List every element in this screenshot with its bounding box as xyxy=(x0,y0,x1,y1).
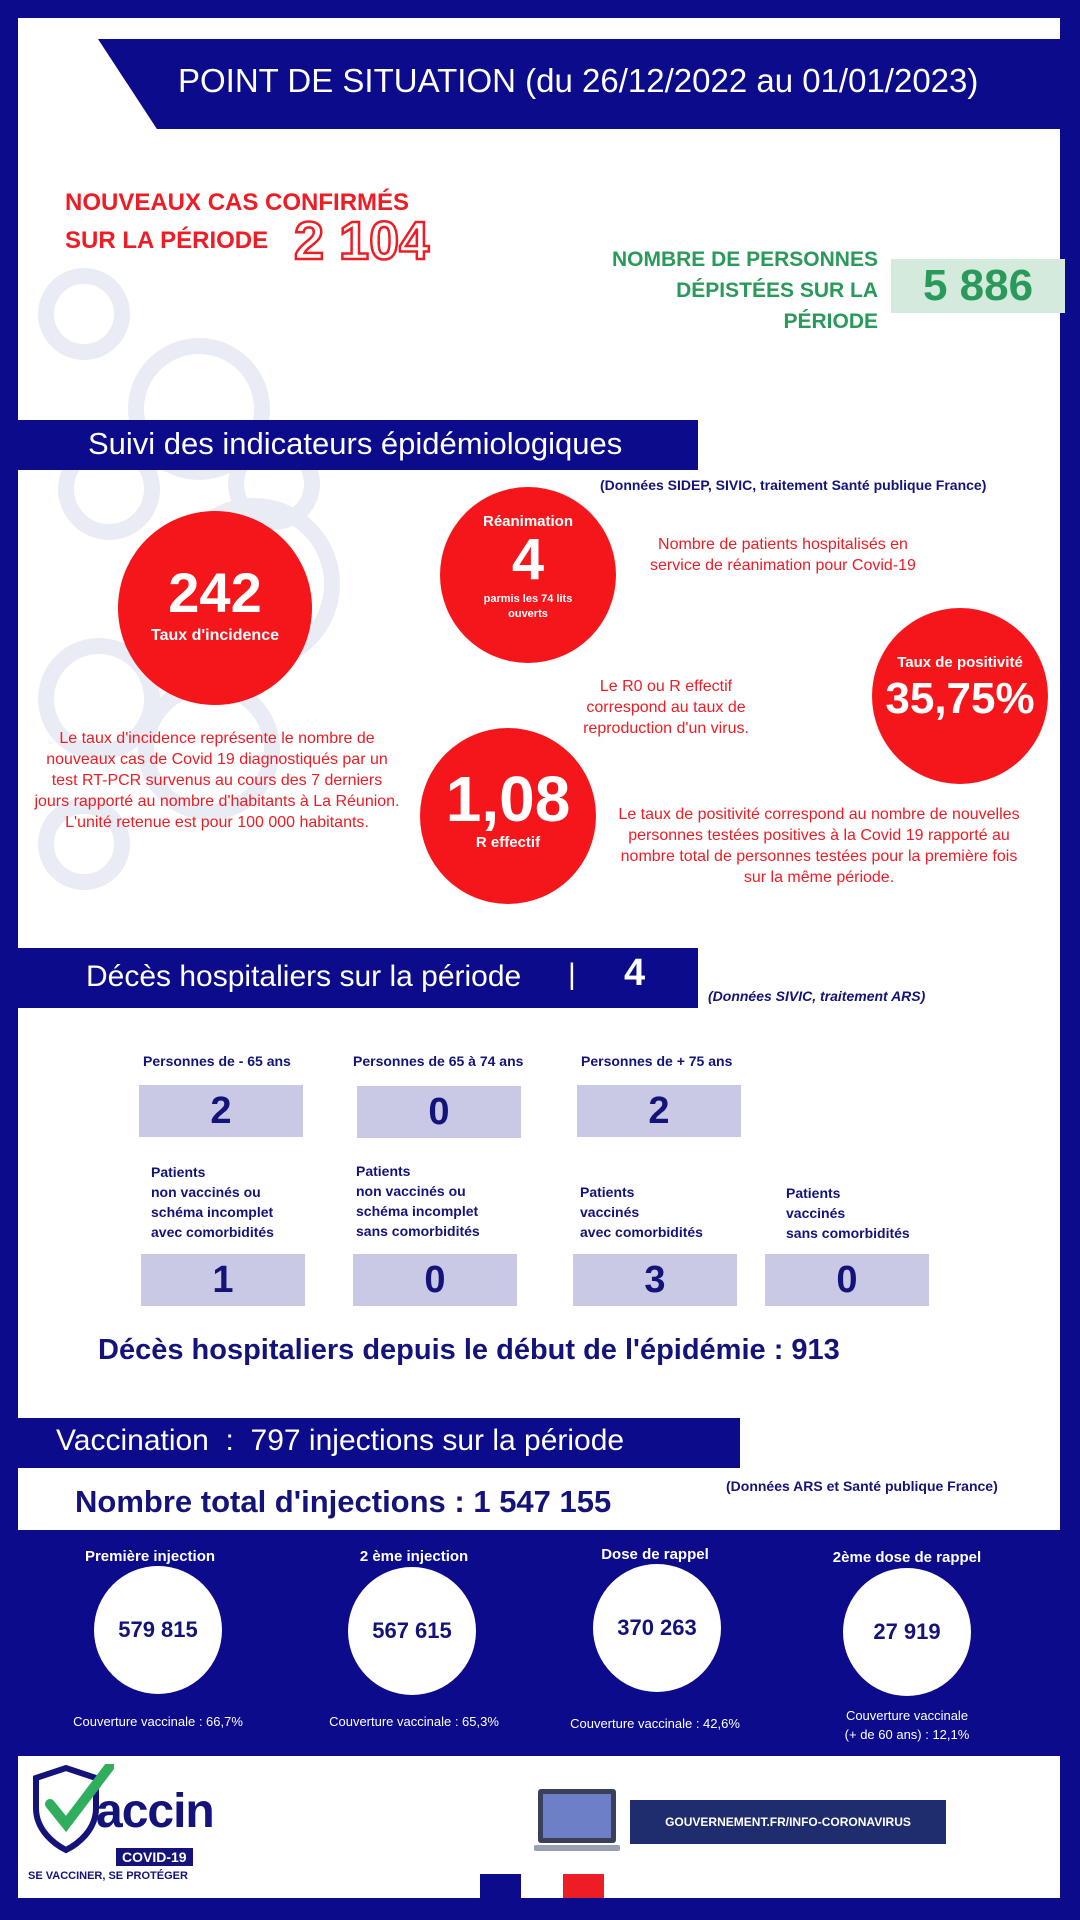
r-effectif-value: 1,08 xyxy=(445,763,571,835)
status-group-value: 0 xyxy=(353,1254,517,1306)
deaths-separator: | xyxy=(568,958,576,991)
r-effectif-label: R effectif xyxy=(475,834,541,851)
incidence-value: 242 xyxy=(168,561,262,624)
dose-coverage: Couverture vaccinale : 42,6% xyxy=(570,1716,740,1731)
vaccin-logo xyxy=(28,1764,218,1884)
indicators-source: (Données SIDEP, SIVIC, traitement Santé publique France) xyxy=(600,477,987,493)
reanimation-sub: parmis les 74 lits ouverts xyxy=(483,593,573,620)
vaccin-logo-tagline: SE VACCINER, SE PROTÉGER xyxy=(28,1870,188,1882)
dose-circle: 579 815 xyxy=(94,1566,222,1694)
age-group-label: Personnes de 65 à 74 ans xyxy=(353,1053,524,1069)
vaccination-section-title: Vaccination : 797 injections sur la période xyxy=(56,1424,625,1457)
infographic-page xyxy=(18,18,1060,1898)
cases-value: 2 104 xyxy=(294,211,430,271)
status-group-label: Patients vaccinés sans comorbidités xyxy=(786,1185,910,1241)
deaths-source: (Données SIVIC, traitement ARS) xyxy=(708,988,926,1004)
reanimation-title: Réanimation xyxy=(482,513,573,530)
indicators-section-title: Suivi des indicateurs épidémiologiques xyxy=(88,426,623,461)
age-group-label: Personnes de + 75 ans xyxy=(581,1053,733,1069)
tested-label: NOMBRE DE PERSONNES DÉPISTÉES SUR LA PÉRIODE xyxy=(611,248,878,333)
dose-label: 2 ème injection xyxy=(359,1548,469,1565)
tested-value: 5 886 xyxy=(891,259,1065,313)
reanimation-description: Nombre de patients hospitalisés en service de réanimation pour Covid-19 xyxy=(650,536,916,574)
status-group-label: Patients non vaccinés ou schéma incomplet sans comorbidités xyxy=(356,1163,480,1239)
dose-label: Première injection xyxy=(84,1548,216,1565)
laptop-icon xyxy=(534,1789,620,1855)
dose-coverage: Couverture vaccinale : 65,3% xyxy=(329,1714,499,1729)
status-group-label: Patients non vaccinés ou schéma incomplet avec comorbidités xyxy=(151,1164,274,1240)
status-group-value: 1 xyxy=(141,1254,305,1306)
status-group-label: Patients vaccinés avec comorbidités xyxy=(580,1184,703,1240)
positivity-title: Taux de positivité xyxy=(897,654,1023,671)
vaccin-logo-text: accin xyxy=(96,1785,214,1838)
dose-circle: 567 615 xyxy=(348,1567,476,1695)
deaths-period-value: 4 xyxy=(624,952,646,994)
status-group-value: 0 xyxy=(765,1254,929,1306)
age-group-label: Personnes de - 65 ans xyxy=(143,1053,291,1069)
incidence-circle xyxy=(118,511,312,705)
status-group-value: 3 xyxy=(573,1254,737,1306)
dose-coverage: Couverture vaccinale (+ de 60 ans) : 12,1% xyxy=(844,1708,970,1742)
vaccination-source: (Données ARS et Santé publique France) xyxy=(726,1478,998,1494)
vaccination-total: Nombre total d'injections : 1 547 155 xyxy=(75,1484,612,1519)
dose-circle: 27 919 xyxy=(843,1568,971,1696)
deaths-section-title: Décès hospitaliers sur la période xyxy=(86,960,522,993)
positivity-circle xyxy=(872,608,1048,784)
positivity-description: Le taux de positivité correspond au nombre de nouvelles personnes testées positives à la Covid 19 rapporté au nombre total de personnes testées pour la première fois sur la même période. xyxy=(618,806,1020,886)
incidence-description: Le taux d'incidence représente le nombre de nouveaux cas de Covid 19 diagnostiqués par un test RT-PCR survenus au cours des 7 derniers jours rapporté au nombre d'habitants à La Réunion. L'unité retenue est pour 100 000 habitants. xyxy=(34,730,400,831)
marianne-logo xyxy=(480,1874,604,1898)
dose-label: Dose de rappel xyxy=(601,1546,709,1563)
dose-circle: 370 263 xyxy=(593,1564,721,1692)
info-coronavirus-link[interactable]: GOUVERNEMENT.FR/INFO-CORONAVIRUS xyxy=(630,1800,946,1844)
age-group-value: 0 xyxy=(357,1086,521,1138)
dose-coverage: Couverture vaccinale : 66,7% xyxy=(73,1714,243,1729)
page-title: POINT DE SITUATION (du 26/12/2022 au 01/01/2023) xyxy=(178,62,979,99)
positivity-value: 35,75% xyxy=(885,674,1035,723)
r-effectif-circle xyxy=(420,728,596,904)
age-group-value: 2 xyxy=(577,1085,741,1137)
reanimation-value: 4 xyxy=(511,527,545,592)
deaths-total: Décès hospitaliers depuis le début de l'épidémie : 913 xyxy=(98,1334,840,1366)
virus-decoration xyxy=(38,268,130,360)
reanimation-circle xyxy=(440,487,616,663)
vaccin-logo-badge: COVID-19 xyxy=(116,1848,193,1866)
age-group-value: 2 xyxy=(139,1085,303,1137)
incidence-label: Taux d'incidence xyxy=(151,627,279,644)
r-description: Le R0 ou R effectif correspond au taux de reproduction d'un virus. xyxy=(583,678,749,737)
cases-label: NOUVEAUX CAS CONFIRMÉS SUR LA PÉRIODE xyxy=(65,189,410,254)
dose-label: 2ème dose de rappel xyxy=(832,1549,982,1566)
